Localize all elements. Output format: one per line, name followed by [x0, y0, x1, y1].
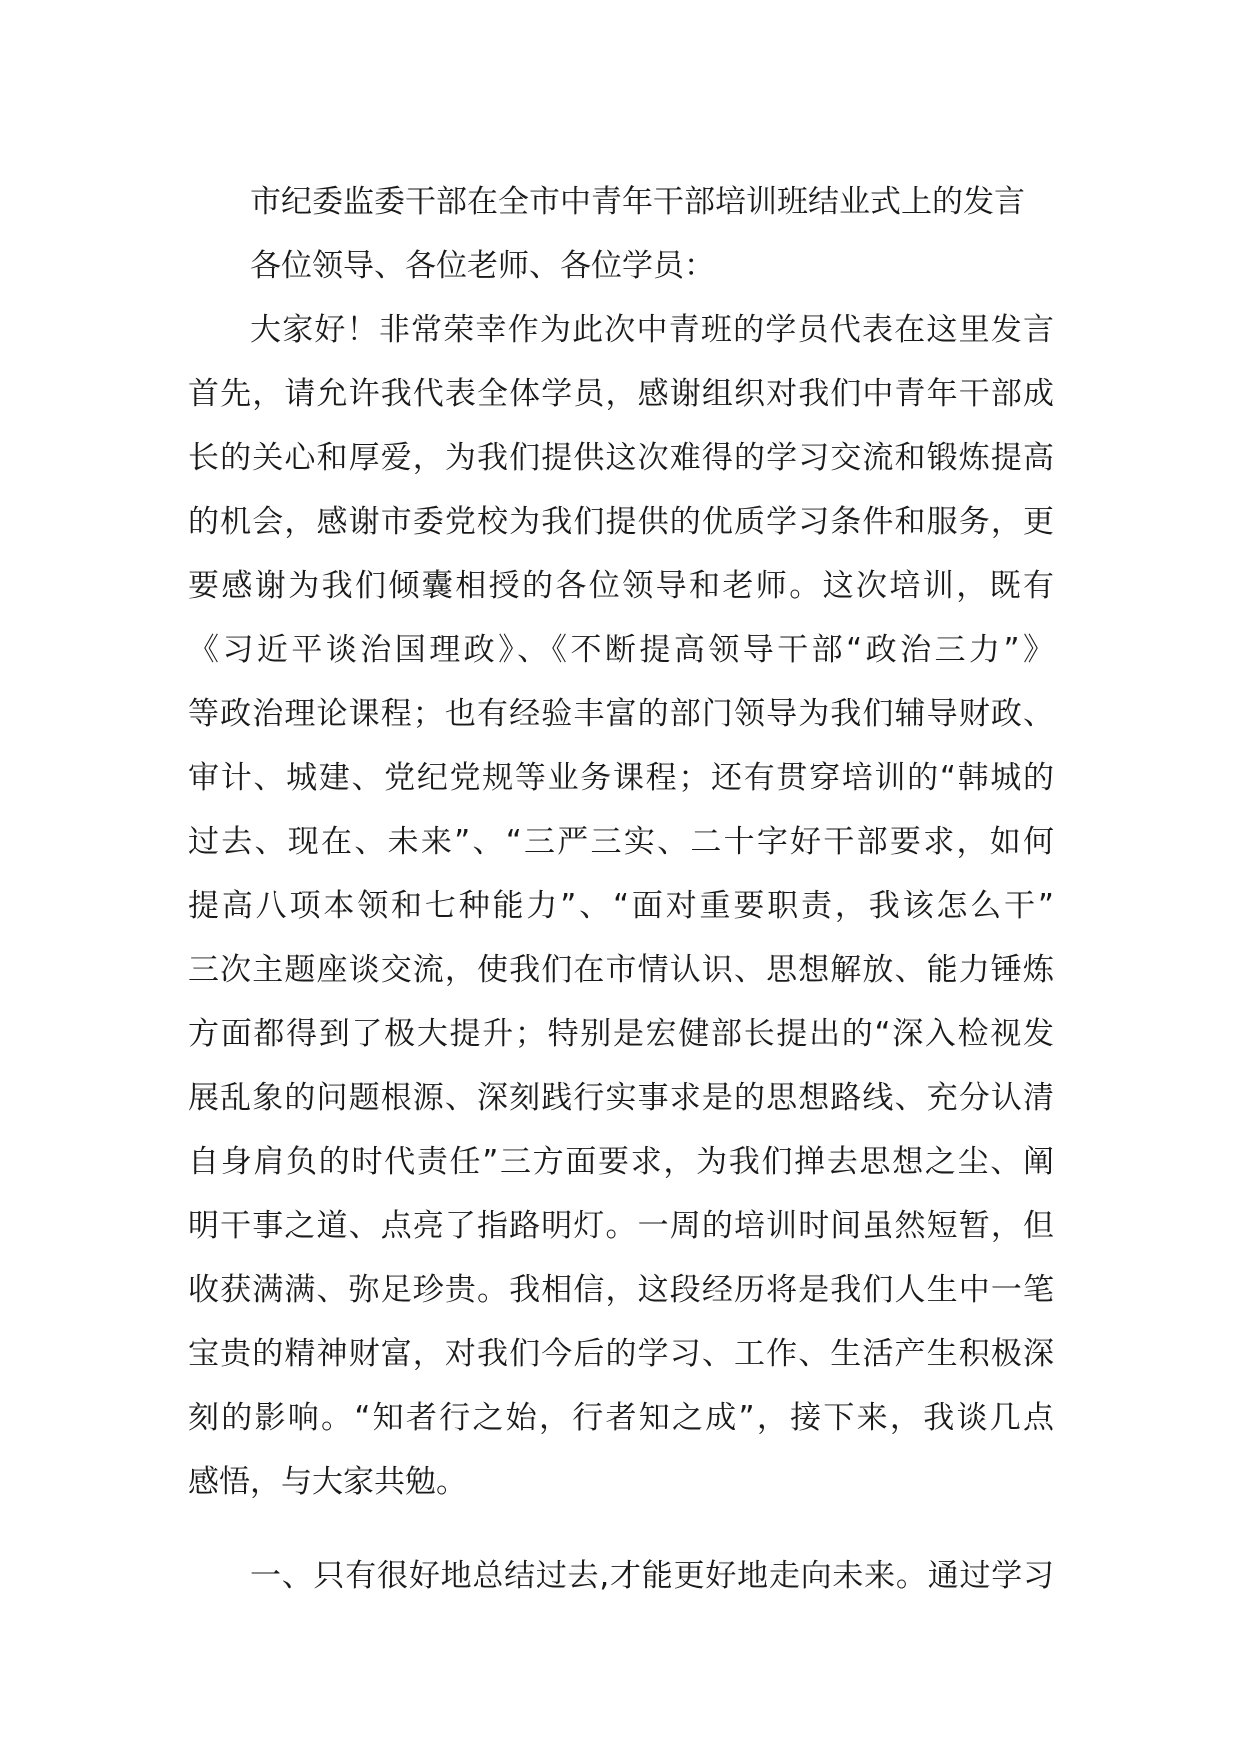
paragraph-line: 首先，请允许我代表全体学员，感谢组织对我们中青年干部成	[188, 376, 1054, 412]
paragraph-line: 感悟，与大家共勉。	[188, 1464, 467, 1500]
paragraph-gap	[188, 1514, 1054, 1544]
paragraph-line: 等政治理论课程；也有经验丰富的部门领导为我们辅导财政、	[188, 696, 1054, 732]
paragraph-line: 审计、城建、党纪党规等业务课程；还有贯穿培训的“韩城的	[188, 760, 1054, 796]
paragraph-line: 过去、现在、未来”、“三严三实、二十字好干部要求，如何	[188, 824, 1054, 860]
paragraph-line: 宝贵的精神财富，对我们今后的学习、工作、生活产生积极深	[188, 1336, 1054, 1372]
paragraph-line: 刻的影响。“知者行之始，行者知之成”，接下来，我谈几点	[188, 1400, 1054, 1436]
paragraph-line: 提高八项本领和七种能力”、“面对重要职责，我该怎么干”	[188, 888, 1054, 924]
salutation: 各位领导、各位老师、各位学员：	[250, 248, 715, 284]
paragraph-line: 展乱象的问题根源、深刻践行实事求是的思想路线、充分认清	[188, 1080, 1054, 1116]
paragraph-line: 自身肩负的时代责任”三方面要求，为我们掸去思想之尘、阐	[188, 1144, 1054, 1180]
paragraph-2	[188, 1544, 1054, 1608]
paragraph-line: 三次主题座谈交流，使我们在市情认识、思想解放、能力锤炼	[188, 952, 1054, 988]
paragraph-line: 长的关心和厚爱，为我们提供这次难得的学习交流和锻炼提高	[188, 440, 1054, 476]
speech-body	[188, 170, 1054, 1608]
paragraph-line: 的机会，感谢市委党校为我们提供的优质学习条件和服务，更	[188, 504, 1054, 540]
paragraph-line: 收获满满、弥足珍贵。我相信，这段经历将是我们人生中一笔	[188, 1272, 1054, 1308]
paragraph-line: 一、只有很好地总结过去,才能更好地走向未来。通过学习	[250, 1558, 1054, 1594]
paragraph-line: 方面都得到了极大提升；特别是宏健部长提出的“深入检视发	[188, 1016, 1054, 1052]
paragraph-line: 要感谢为我们倾囊相授的各位领导和老师。这次培训，既有	[188, 568, 1054, 604]
paragraph-line: 《习近平谈治国理政》、《不断提高领导干部“政治三力”》	[188, 632, 1054, 668]
paragraph-1	[188, 298, 1054, 1514]
speech-title: 市纪委监委干部在全市中青年干部培训班结业式上的发言	[250, 184, 1025, 220]
paragraph-line: 大家好！非常荣幸作为此次中青班的学员代表在这里发言	[250, 312, 1054, 348]
paragraph-line: 明干事之道、点亮了指路明灯。一周的培训时间虽然短暂，但	[188, 1208, 1054, 1244]
